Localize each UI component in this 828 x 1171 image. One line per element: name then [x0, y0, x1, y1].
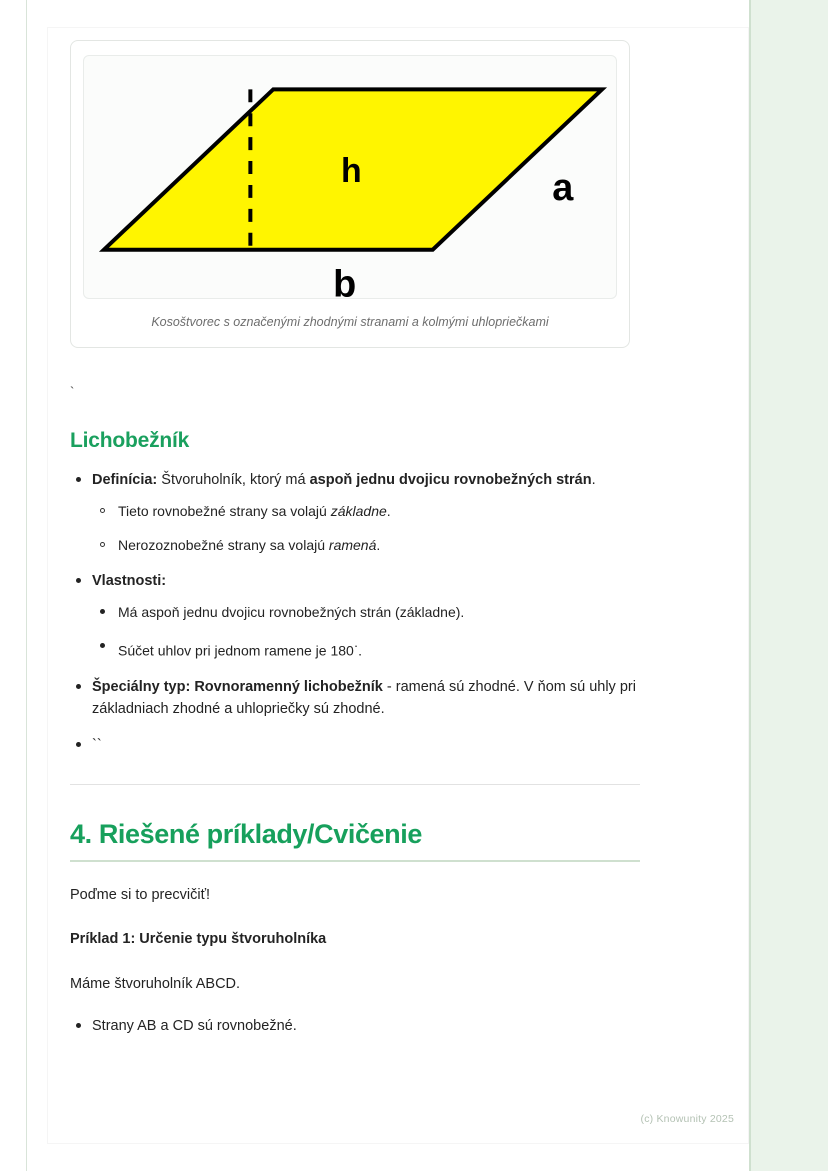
list-item [70, 734, 640, 756]
exercise-intro: Poďme si to precvičiť! [70, 886, 211, 903]
sublist [92, 501, 640, 556]
parallelogram-diagram [84, 56, 616, 298]
label-h: h [341, 151, 362, 190]
figure-caption: Kosoštvorec s označenými zhodnými stranami a kolmými uhlopriečkami [151, 315, 549, 329]
list-item [70, 1015, 640, 1037]
sub-tail: . [376, 537, 381, 554]
sub-emphasis: ramená [328, 537, 377, 554]
left-margin-strip [0, 0, 27, 1171]
label-b: b [333, 263, 357, 298]
example-bullets [70, 1015, 640, 1037]
list-item [92, 501, 640, 522]
stray-backtick: ` [70, 384, 75, 399]
item-lead: Vlastnosti: [92, 573, 167, 590]
item-text: `` [92, 736, 102, 753]
list-item [92, 602, 640, 623]
exercise-heading: 4. Riešené príklady/Cvičenie [70, 819, 640, 862]
section-heading-lichobeznik: Lichobežník [70, 429, 190, 452]
sub-text: Súčet uhlov pri jednom ramene je 180 [118, 642, 354, 659]
document-content [70, 40, 640, 1051]
list-item [70, 570, 640, 662]
sub-text: Nerozoznobežné strany sa volajú [118, 537, 329, 554]
sub-text: Tieto rovnobežné strany sa volajú [118, 503, 331, 520]
item-text: - ramená sú zhodné. V ňom sú uhly pri základniach zhodné a uhlopriečky sú zhodné. [92, 678, 636, 717]
item-lead: Špeciálny typ: Rovnoramenný lichobežník [92, 678, 383, 695]
bullet-text: Strany AB a CD sú rovnobežné. [92, 1018, 297, 1035]
item-bold-tail: aspoň jednu dvojicu rovnobežných strán [309, 472, 592, 488]
example-given: Máme štvoruholník ABCD. [70, 975, 241, 992]
degree-symbol: · [353, 638, 359, 654]
document-sheet [48, 28, 748, 1143]
item-text: Štvoruholník, ktorý má [157, 472, 310, 488]
item-tail: . [591, 472, 596, 488]
section-divider [70, 784, 640, 785]
watermark: (c) Knowunity 2025 [640, 1113, 734, 1125]
sub-tail: . [358, 642, 363, 659]
list-item [70, 676, 640, 720]
lichobeznik-list [70, 469, 640, 756]
list-item [70, 469, 640, 556]
list-item [92, 636, 640, 662]
sublist [92, 602, 640, 662]
left-rule [26, 0, 27, 1171]
figure-image [83, 55, 617, 299]
sub-emphasis: základne [330, 503, 387, 520]
example-heading: Príklad 1: Určenie typu štvoruholníka [70, 931, 327, 948]
right-gutter [751, 0, 828, 1171]
figure-card [70, 40, 630, 348]
item-lead: Definícia: [92, 472, 158, 488]
sub-tail: . [386, 503, 391, 520]
sub-text: Má aspoň jednu dvojicu rovnobežných strán (základne). [118, 604, 465, 621]
list-item [92, 535, 640, 556]
label-a: a [552, 166, 574, 209]
